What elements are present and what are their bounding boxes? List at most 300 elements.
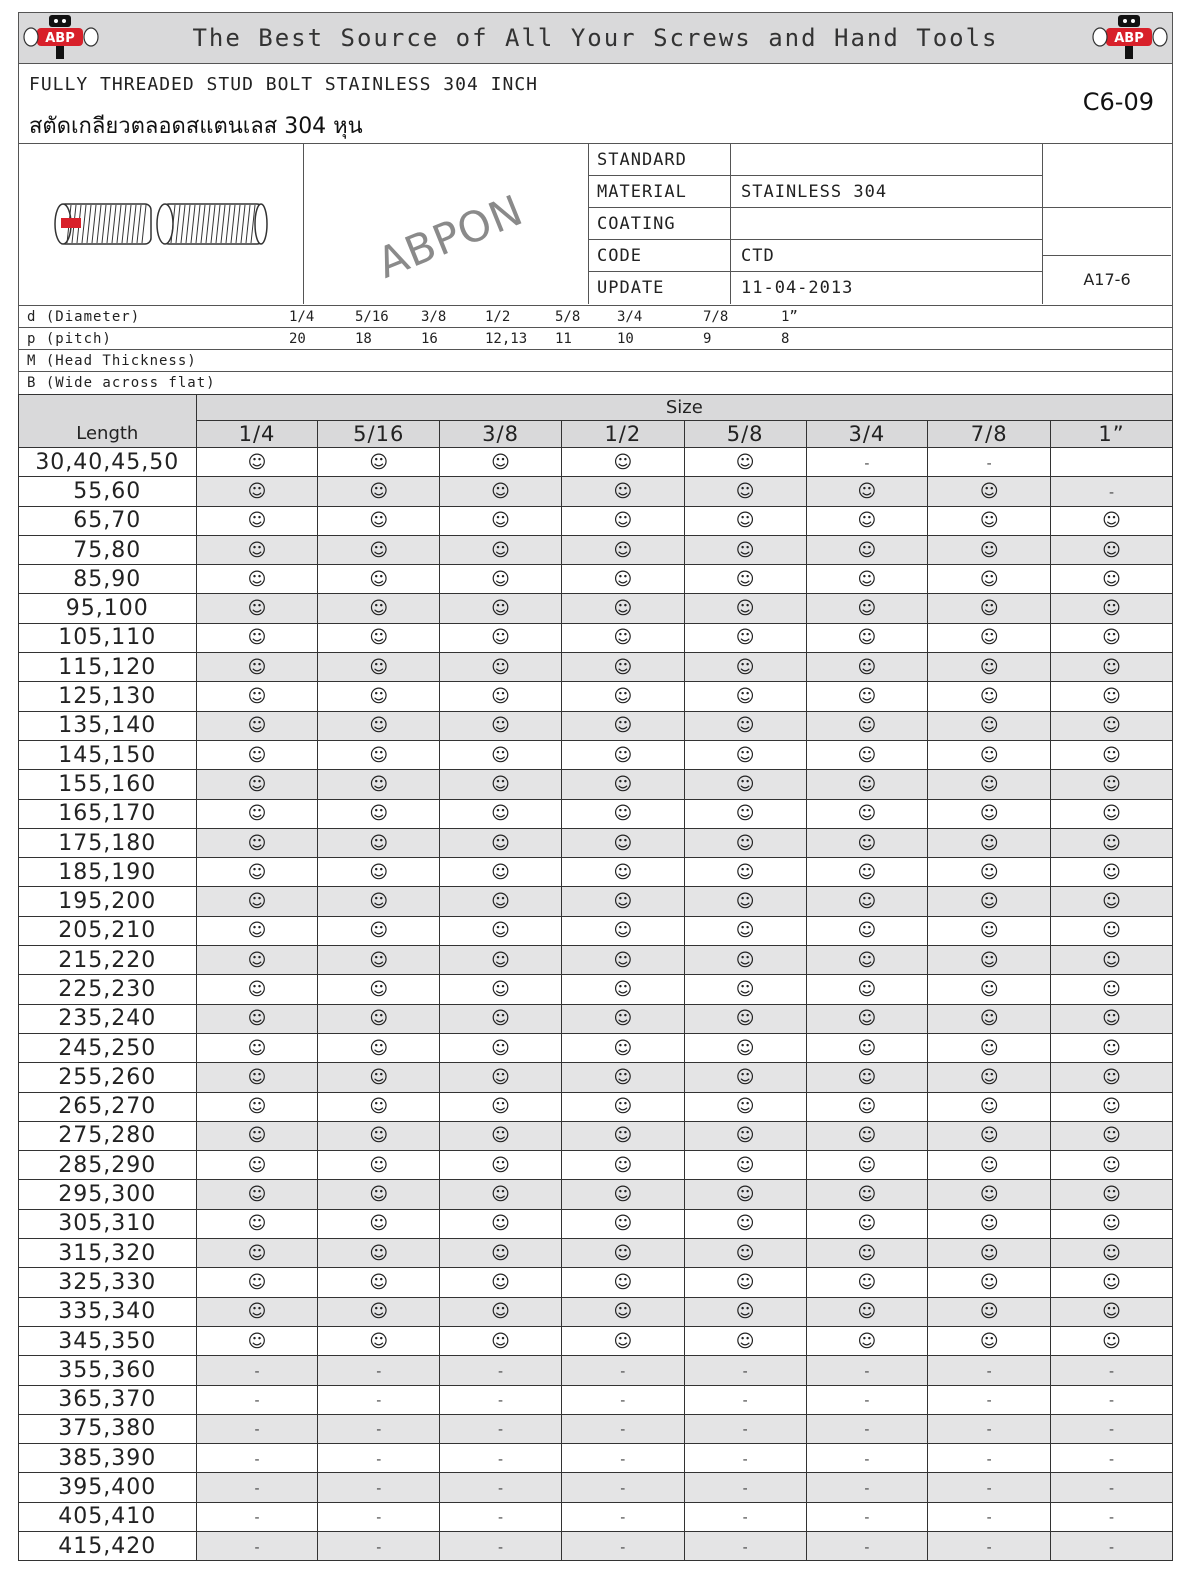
- unavailable-mark: -: [254, 1510, 260, 1527]
- available-smiley-icon: ☺: [247, 920, 267, 942]
- table-row: [19, 1063, 1173, 1092]
- unavailable-mark: -: [498, 1451, 504, 1468]
- availability-cell: [1051, 740, 1173, 769]
- available-smiley-icon: ☺: [613, 891, 633, 913]
- unavailable-mark: -: [742, 1451, 748, 1468]
- availability-cell: [440, 477, 562, 506]
- available-smiley-icon: ☺: [735, 891, 755, 913]
- availability-cell: [928, 1033, 1051, 1062]
- availability-cell: [806, 623, 928, 652]
- available-smiley-icon: ☺: [857, 686, 877, 708]
- availability-cell: [196, 1297, 318, 1326]
- available-smiley-icon: ☺: [735, 1008, 755, 1030]
- length-cell: 85,90: [19, 565, 197, 594]
- available-smiley-icon: ☺: [735, 1213, 755, 1235]
- available-smiley-icon: ☺: [613, 978, 633, 1000]
- length-cell: 245,250: [19, 1033, 197, 1062]
- unavailable-mark: -: [864, 455, 870, 472]
- availability-cell: [928, 858, 1051, 887]
- availability-cell: [196, 1502, 318, 1531]
- availability-cell: [1051, 477, 1173, 506]
- length-cell: 315,320: [19, 1239, 197, 1268]
- availability-cell: [1051, 1209, 1173, 1238]
- available-smiley-icon: ☺: [369, 627, 389, 649]
- availability-cell: [928, 594, 1051, 623]
- availability-cell: [318, 535, 440, 564]
- availability-cell: [684, 1268, 806, 1297]
- available-smiley-icon: ☺: [247, 1184, 267, 1206]
- availability-cell: [1051, 1502, 1173, 1531]
- availability-cell: [928, 799, 1051, 828]
- available-smiley-icon: ☺: [857, 656, 877, 678]
- availability-cell: [196, 623, 318, 652]
- available-smiley-icon: ☺: [857, 1037, 877, 1059]
- availability-cell: [196, 1180, 318, 1209]
- available-smiley-icon: ☺: [247, 1213, 267, 1235]
- available-smiley-icon: ☺: [369, 1008, 389, 1030]
- availability-cell: [561, 1414, 684, 1443]
- spec-value: 3/8: [421, 309, 447, 325]
- available-smiley-icon: ☺: [857, 803, 877, 825]
- availability-cell: [1051, 1151, 1173, 1180]
- length-cell: 125,130: [19, 682, 197, 711]
- availability-cell: [440, 887, 562, 916]
- availability-cell: [196, 1239, 318, 1268]
- unavailable-mark: -: [986, 1422, 992, 1439]
- available-smiley-icon: ☺: [857, 1008, 877, 1030]
- availability-cell: [684, 1356, 806, 1385]
- availability-cell: [196, 506, 318, 535]
- availability-cell: [318, 975, 440, 1004]
- header-bar: [18, 12, 1173, 64]
- unavailable-mark: -: [376, 1451, 382, 1468]
- availability-cell: [806, 1444, 928, 1473]
- unavailable-mark: -: [620, 1481, 626, 1498]
- unavailable-mark: -: [986, 1363, 992, 1380]
- available-smiley-icon: ☺: [1102, 1125, 1121, 1147]
- reference-code: A17-6: [1083, 269, 1131, 289]
- availability-cell: [1051, 770, 1173, 799]
- unavailable-mark: -: [620, 1363, 626, 1380]
- attr-key: UPDATE: [589, 272, 731, 304]
- available-smiley-icon: ☺: [247, 1154, 267, 1176]
- availability-cell: [806, 740, 928, 769]
- blank-corner: [19, 395, 197, 421]
- unavailable-mark: -: [498, 1539, 504, 1556]
- table-row: [19, 887, 1173, 916]
- available-smiley-icon: ☺: [1102, 1184, 1121, 1206]
- spec-value: 10: [617, 331, 634, 347]
- availability-cell: [928, 916, 1051, 945]
- spec-label-wide-across-flat: B (Wide across flat): [27, 375, 216, 391]
- table-row: [19, 916, 1173, 945]
- unavailable-mark: -: [620, 1393, 626, 1410]
- available-smiley-icon: ☺: [247, 539, 267, 561]
- available-smiley-icon: ☺: [247, 568, 267, 590]
- availability-cell: [196, 1531, 318, 1560]
- watermark-text: ABPON: [370, 185, 530, 288]
- unavailable-mark: -: [742, 1422, 748, 1439]
- available-smiley-icon: ☺: [491, 1066, 510, 1088]
- available-smiley-icon: ☺: [735, 1125, 755, 1147]
- availability-cell: [561, 1473, 684, 1502]
- available-smiley-icon: ☺: [369, 832, 389, 854]
- availability-cell: [318, 623, 440, 652]
- available-smiley-icon: ☺: [735, 744, 755, 766]
- length-cell: 295,300: [19, 1180, 197, 1209]
- availability-cell: [318, 858, 440, 887]
- length-cell: 55,60: [19, 477, 197, 506]
- availability-cell: [928, 1121, 1051, 1150]
- availability-cell: [684, 623, 806, 652]
- available-smiley-icon: ☺: [491, 861, 510, 883]
- unavailable-mark: -: [620, 1539, 626, 1556]
- available-smiley-icon: ☺: [369, 773, 389, 795]
- availability-cell: [684, 506, 806, 535]
- availability-cell: [440, 1356, 562, 1385]
- availability-cell: [440, 535, 562, 564]
- availability-cell: [318, 1297, 440, 1326]
- unavailable-mark: -: [864, 1363, 870, 1380]
- availability-cell: [440, 711, 562, 740]
- available-smiley-icon: ☺: [857, 598, 877, 620]
- available-smiley-icon: ☺: [369, 598, 389, 620]
- available-smiley-icon: ☺: [735, 480, 755, 502]
- availability-cell: [196, 1326, 318, 1355]
- watermark-cell: [304, 144, 589, 304]
- availability-cell: [318, 1092, 440, 1121]
- availability-cell: [928, 1326, 1051, 1355]
- available-smiley-icon: ☺: [857, 891, 877, 913]
- table-row: [19, 448, 1173, 477]
- availability-cell: [928, 887, 1051, 916]
- availability-cell: [806, 1268, 928, 1297]
- unavailable-mark: -: [986, 1451, 992, 1468]
- availability-cell: [196, 535, 318, 564]
- available-smiley-icon: ☺: [735, 451, 755, 473]
- availability-cell: [1051, 799, 1173, 828]
- availability-cell: [440, 1502, 562, 1531]
- availability-cell: [684, 1385, 806, 1414]
- size-column-header: 1”: [1051, 421, 1173, 448]
- product-title-english: FULLY THREADED STUD BOLT STAINLESS 304 INCH: [29, 74, 538, 95]
- length-cell: 325,330: [19, 1268, 197, 1297]
- available-smiley-icon: ☺: [491, 891, 510, 913]
- available-smiley-icon: ☺: [247, 656, 267, 678]
- available-smiley-icon: ☺: [735, 1271, 755, 1293]
- available-smiley-icon: ☺: [613, 598, 633, 620]
- availability-cell: [440, 623, 562, 652]
- available-smiley-icon: ☺: [247, 803, 267, 825]
- available-smiley-icon: ☺: [369, 568, 389, 590]
- available-smiley-icon: ☺: [369, 1242, 389, 1264]
- available-smiley-icon: ☺: [369, 1066, 389, 1088]
- available-smiley-icon: ☺: [735, 627, 755, 649]
- available-smiley-icon: ☺: [491, 1213, 510, 1235]
- available-smiley-icon: ☺: [735, 1184, 755, 1206]
- availability-cell: [440, 1151, 562, 1180]
- size-header: Size: [196, 395, 1172, 421]
- available-smiley-icon: ☺: [613, 1125, 633, 1147]
- availability-cell: [684, 682, 806, 711]
- spec-value: 1/4: [289, 309, 315, 325]
- info-block: [18, 144, 1173, 306]
- reference-cell: [1042, 144, 1171, 304]
- table-row: [19, 975, 1173, 1004]
- availability-cell: [318, 1121, 440, 1150]
- availability-cell: [561, 887, 684, 916]
- size-column-header: 5/8: [684, 421, 806, 448]
- available-smiley-icon: ☺: [1102, 920, 1121, 942]
- spec-rows: [18, 306, 1173, 394]
- table-row: [19, 858, 1173, 887]
- availability-cell: [318, 711, 440, 740]
- availability-cell: [806, 1297, 928, 1326]
- length-cell: 175,180: [19, 828, 197, 857]
- availability-cell: [806, 828, 928, 857]
- unavailable-mark: -: [254, 1393, 260, 1410]
- available-smiley-icon: ☺: [857, 1184, 877, 1206]
- availability-cell: [684, 828, 806, 857]
- available-smiley-icon: ☺: [1102, 568, 1121, 590]
- available-smiley-icon: ☺: [979, 627, 999, 649]
- availability-cell: [806, 1092, 928, 1121]
- availability-cell: [561, 653, 684, 682]
- spec-row-pitch: [19, 328, 1172, 350]
- availability-cell: [318, 594, 440, 623]
- availability-cell: [196, 1033, 318, 1062]
- length-cell: 265,270: [19, 1092, 197, 1121]
- availability-cell: [928, 1180, 1051, 1209]
- table-row: [19, 1209, 1173, 1238]
- availability-cell: [806, 1239, 928, 1268]
- unavailable-mark: -: [376, 1481, 382, 1498]
- available-smiley-icon: ☺: [979, 949, 999, 971]
- available-smiley-icon: ☺: [491, 1008, 510, 1030]
- availability-cell: [684, 887, 806, 916]
- available-smiley-icon: ☺: [247, 1125, 267, 1147]
- availability-cell: [440, 1444, 562, 1473]
- availability-cell: [684, 1151, 806, 1180]
- available-smiley-icon: ☺: [979, 891, 999, 913]
- length-cell: 185,190: [19, 858, 197, 887]
- unavailable-mark: -: [498, 1393, 504, 1410]
- availability-cell: [318, 1502, 440, 1531]
- availability-cell: [806, 1121, 928, 1150]
- availability-cell: [440, 682, 562, 711]
- available-smiley-icon: ☺: [247, 773, 267, 795]
- length-cell: 335,340: [19, 1297, 197, 1326]
- availability-cell: [806, 506, 928, 535]
- available-smiley-icon: ☺: [613, 1066, 633, 1088]
- available-smiley-icon: ☺: [735, 568, 755, 590]
- available-smiley-icon: ☺: [857, 978, 877, 1000]
- unavailable-mark: -: [498, 1481, 504, 1498]
- unavailable-mark: -: [498, 1422, 504, 1439]
- table-row: [19, 653, 1173, 682]
- available-smiley-icon: ☺: [979, 1184, 999, 1206]
- available-smiley-icon: ☺: [613, 1096, 633, 1118]
- availability-cell: [440, 916, 562, 945]
- availability-cell: [440, 1473, 562, 1502]
- svg-text:ABP: ABP: [1114, 31, 1144, 46]
- spec-value: 8: [781, 331, 790, 347]
- available-smiley-icon: ☺: [613, 1271, 633, 1293]
- unavailable-mark: -: [498, 1510, 504, 1527]
- availability-cell: [806, 477, 928, 506]
- length-cell: 275,280: [19, 1121, 197, 1150]
- available-smiley-icon: ☺: [735, 1301, 755, 1323]
- available-smiley-icon: ☺: [491, 1330, 510, 1352]
- availability-cell: [806, 887, 928, 916]
- product-image-cell: [19, 144, 304, 304]
- availability-cell: [561, 477, 684, 506]
- available-smiley-icon: ☺: [369, 1213, 389, 1235]
- available-smiley-icon: ☺: [369, 510, 389, 532]
- availability-cell: [561, 594, 684, 623]
- unavailable-mark: -: [254, 1539, 260, 1556]
- available-smiley-icon: ☺: [979, 568, 999, 590]
- length-cell: 30,40,45,50: [19, 448, 197, 477]
- availability-cell: [440, 858, 562, 887]
- availability-cell: [196, 828, 318, 857]
- availability-cell: [318, 799, 440, 828]
- availability-cell: [196, 1092, 318, 1121]
- available-smiley-icon: ☺: [247, 1066, 267, 1088]
- table-row: [19, 477, 1173, 506]
- availability-cell: [196, 1444, 318, 1473]
- table-row: [19, 946, 1173, 975]
- available-smiley-icon: ☺: [979, 539, 999, 561]
- availability-cell: [1051, 1444, 1173, 1473]
- length-cell: 405,410: [19, 1502, 197, 1531]
- table-row: [19, 1502, 1173, 1531]
- length-cell: 115,120: [19, 653, 197, 682]
- availability-cell: [196, 770, 318, 799]
- length-cell: 355,360: [19, 1356, 197, 1385]
- available-smiley-icon: ☺: [247, 1037, 267, 1059]
- available-smiley-icon: ☺: [613, 1037, 633, 1059]
- unavailable-mark: -: [1109, 1451, 1115, 1468]
- table-row: [19, 682, 1173, 711]
- available-smiley-icon: ☺: [735, 773, 755, 795]
- available-smiley-icon: ☺: [247, 1271, 267, 1293]
- available-smiley-icon: ☺: [979, 598, 999, 620]
- table-row: [19, 1121, 1173, 1150]
- spec-row-head-thickness: [19, 350, 1172, 372]
- spec-value: 12,13: [485, 331, 528, 347]
- available-smiley-icon: ☺: [1102, 656, 1121, 678]
- available-smiley-icon: ☺: [613, 656, 633, 678]
- availability-cell: [806, 565, 928, 594]
- table-row: [19, 1151, 1173, 1180]
- unavailable-mark: -: [742, 1481, 748, 1498]
- available-smiley-icon: ☺: [735, 715, 755, 737]
- available-smiley-icon: ☺: [491, 949, 510, 971]
- available-smiley-icon: ☺: [491, 1184, 510, 1206]
- availability-cell: [1051, 916, 1173, 945]
- availability-cell: [806, 653, 928, 682]
- table-row: [19, 1326, 1173, 1355]
- availability-cell: [196, 946, 318, 975]
- available-smiley-icon: ☺: [491, 451, 510, 473]
- spec-value: 16: [421, 331, 438, 347]
- availability-cell: [806, 799, 928, 828]
- available-smiley-icon: ☺: [735, 598, 755, 620]
- availability-cell: [928, 740, 1051, 769]
- availability-cell: [196, 477, 318, 506]
- available-smiley-icon: ☺: [491, 539, 510, 561]
- availability-cell: [684, 1121, 806, 1150]
- availability-cell: [561, 1531, 684, 1560]
- availability-cell: [928, 506, 1051, 535]
- availability-cell: [684, 740, 806, 769]
- availability-cell: [684, 1033, 806, 1062]
- unavailable-mark: -: [742, 1363, 748, 1380]
- available-smiley-icon: ☺: [1102, 539, 1121, 561]
- length-cell: 165,170: [19, 799, 197, 828]
- column-header-row: [19, 421, 1173, 448]
- availability-cell: [318, 1033, 440, 1062]
- availability-cell: [561, 1385, 684, 1414]
- unavailable-mark: -: [742, 1510, 748, 1527]
- length-cell: 235,240: [19, 1004, 197, 1033]
- available-smiley-icon: ☺: [735, 686, 755, 708]
- availability-cell: [684, 565, 806, 594]
- length-cell: 205,210: [19, 916, 197, 945]
- available-smiley-icon: ☺: [613, 773, 633, 795]
- length-cell: 215,220: [19, 946, 197, 975]
- available-smiley-icon: ☺: [1102, 1096, 1121, 1118]
- available-smiley-icon: ☺: [369, 1125, 389, 1147]
- availability-cell: [684, 770, 806, 799]
- table-row: [19, 828, 1173, 857]
- availability-cell: [806, 975, 928, 1004]
- available-smiley-icon: ☺: [1102, 949, 1121, 971]
- availability-cell: [196, 799, 318, 828]
- table-row: [19, 1414, 1173, 1443]
- attr-row-coating: [589, 208, 1042, 240]
- available-smiley-icon: ☺: [979, 803, 999, 825]
- table-row: [19, 1092, 1173, 1121]
- availability-cell: [1051, 711, 1173, 740]
- availability-cell: [318, 682, 440, 711]
- length-cell: 385,390: [19, 1444, 197, 1473]
- available-smiley-icon: ☺: [247, 715, 267, 737]
- availability-cell: [440, 1297, 562, 1326]
- availability-cell: [440, 1326, 562, 1355]
- availability-cell: [561, 946, 684, 975]
- availability-cell: [928, 1356, 1051, 1385]
- available-smiley-icon: ☺: [369, 744, 389, 766]
- available-smiley-icon: ☺: [1102, 598, 1121, 620]
- availability-cell: [561, 1356, 684, 1385]
- available-smiley-icon: ☺: [979, 744, 999, 766]
- availability-cell: [561, 1180, 684, 1209]
- table-row: [19, 535, 1173, 564]
- availability-cell: [928, 1268, 1051, 1297]
- available-smiley-icon: ☺: [857, 1213, 877, 1235]
- available-smiley-icon: ☺: [613, 1330, 633, 1352]
- availability-cell: [806, 1356, 928, 1385]
- availability-cell: [440, 1531, 562, 1560]
- available-smiley-icon: ☺: [491, 978, 510, 1000]
- available-smiley-icon: ☺: [491, 1242, 510, 1264]
- availability-cell: [684, 448, 806, 477]
- available-smiley-icon: ☺: [857, 1066, 877, 1088]
- availability-cell: [806, 448, 928, 477]
- available-smiley-icon: ☺: [247, 744, 267, 766]
